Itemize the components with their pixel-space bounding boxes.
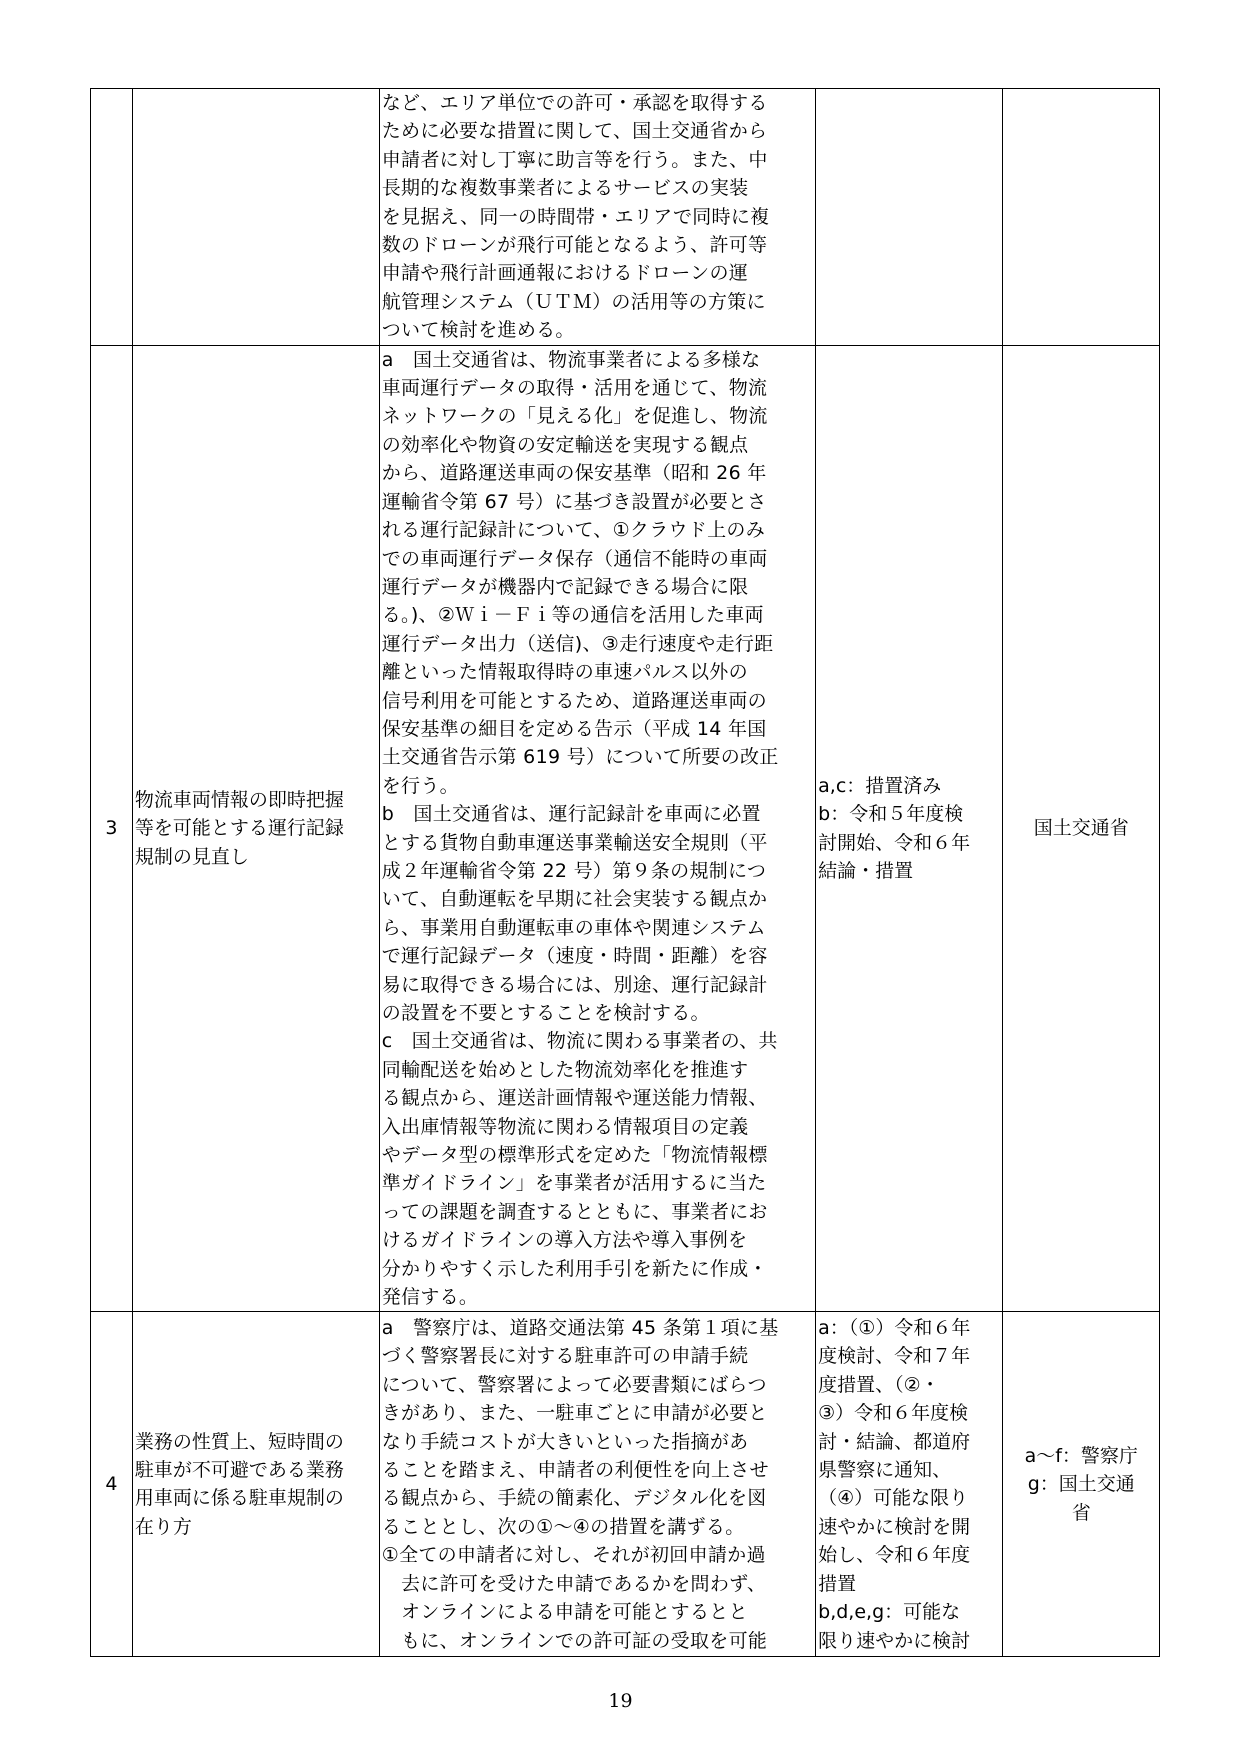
implementation-schedule: a：（①）令和６年 度検討、令和７年 度措置、（②・ ③）令和６年度検 討・結論、都道府 県警察に通知、 （④）可能な限り 速やかに検討を開 始し、令和６年度 措置 b,d,e,g：可能な 限り速やかに検討	[816, 1312, 1003, 1657]
page-number: 19	[608, 1690, 633, 1712]
implementation-schedule	[816, 89, 1003, 346]
responsible-agency: 国土交通省	[1003, 345, 1160, 1312]
row-number: 3	[91, 345, 133, 1312]
item-name: 物流車両情報の即時把握 等を可能とする運行記録 規制の見直し	[132, 345, 379, 1312]
table-row	[91, 345, 1160, 1312]
row-number	[91, 89, 133, 346]
row-number: 4	[91, 1312, 133, 1657]
item-name	[132, 89, 379, 346]
item-name: 業務の性質上、短時間の 駐車が不可避である業務 用車両に係る駐車規制の 在り方	[132, 1312, 379, 1657]
table-row	[91, 89, 1160, 346]
table-row	[91, 1312, 1160, 1657]
measure-content: a 国土交通省は、物流事業者による多様な 車両運行データの取得・活用を通じて、物流 ネットワークの「見える化」を促進し、物流 の効率化や物資の安定輸送を実現する観点 から、道路運送車両の保安基準（昭和 26 年 運輸省令第 67 号）に基づき設置が必要とさ れる運行記録計について、①クラウド上のみ での車両運行データ保存（通信不能時の車両 運行データが機器内で記録できる場合に限 る。)、②Ｗｉ－Ｆｉ等の通信を活用した車両 運行データ出力（送信)、③走行速度や走行距 離といった情報取得時の車速パルス以外の 信号利用を可能とするため、道路運送車両の 保安基準の細目を定める告示（平成 14 年国 土交通省告示第 619 号）について所要の改正 を行う。 b 国土交通省は、運行記録計を車両に必置 とする貨物自動車運送事業輸送安全規則（平 成２年運輸省令第 22 号）第９条の規制につ いて、自動運転を早期に社会実装する観点か ら、事業用自動運転車の車体や関連システム で運行記録データ（速度・時間・距離）を容 易に取得できる場合には、別途、運行記録計 の設置を不要とすることを検討する。 c 国土交通省は、物流に関わる事業者の、共 同輸配送を始めとした物流効率化を推進す る観点から、運送計画情報や運送能力情報、 入出庫情報等物流に関わる情報項目の定義 やデータ型の標準形式を定めた「物流情報標 準ガイドライン」を事業者が活用するに当た っての課題を調査するとともに、事業者にお けるガイドラインの導入方法や導入事例を 分かりやすく示した利用手引を新たに作成・ 発信する。	[379, 345, 815, 1312]
measures-table	[90, 88, 1160, 1657]
implementation-schedule: a,c：措置済み b：令和５年度検 討開始、令和６年 結論・措置	[816, 345, 1003, 1312]
responsible-agency: a～f：警察庁 g：国土交通 省	[1003, 1312, 1160, 1657]
measure-content: など、エリア単位での許可・承認を取得する ために必要な措置に関して、国土交通省から 申請者に対し丁寧に助言等を行う。また、中 長期的な複数事業者によるサービスの実装 を見据え、同一の時間帯・エリアで同時に複 数のドローンが飛行可能となるよう、許可等 申請や飛行計画通報におけるドローンの運 航管理システム（ＵＴＭ）の活用等の方策に ついて検討を進める。	[379, 89, 815, 346]
responsible-agency	[1003, 89, 1160, 346]
measure-content: a 警察庁は、道路交通法第 45 条第１項に基 づく警察署長に対する駐車許可の申請手続 について、警察署によって必要書類にばらつ きがあり、また、一駐車ごとに申請が必要と なり手続コストが大きいといった指摘があ ることを踏まえ、申請者の利便性を向上させ る観点から、手続の簡素化、デジタル化を図 ることとし、次の①～④の措置を講ずる。 ①全ての申請者に対し、それが初回申請か過 去に許可を受けた申請であるかを問わず、 オンラインによる申請を可能とするとと もに、オンラインでの許可証の受取を可能	[379, 1312, 815, 1657]
